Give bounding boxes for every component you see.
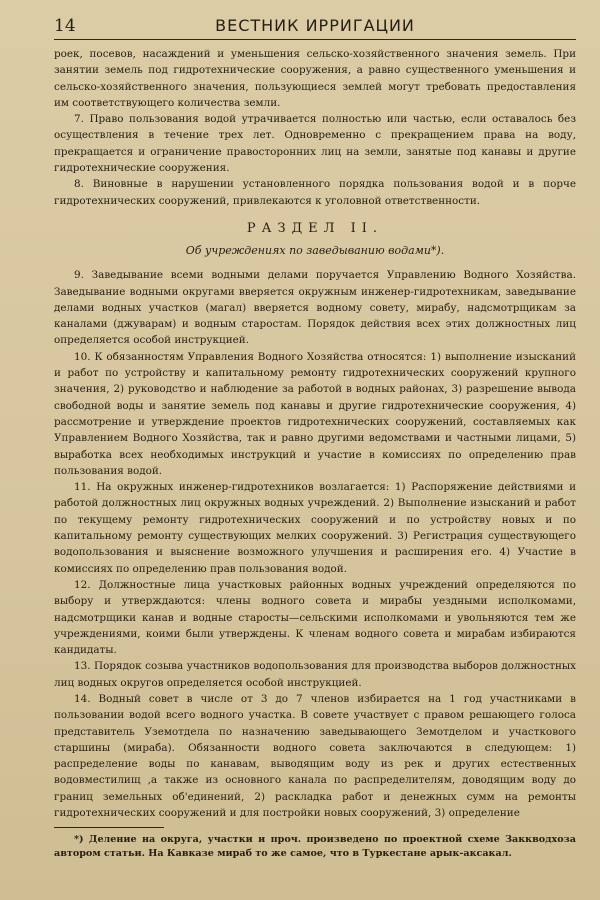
- journal-title: ВЕСТНИК ИРРИГАЦИИ: [215, 16, 415, 35]
- paragraph: 8. Виновные в нарушении установленного порядка пользования водой и в порче гидротехнических сооружений, привлекаются к уголовной ответственности.: [54, 178, 576, 207]
- section-subtitle: Об учреждениях по заведыванию водами*).: [185, 243, 445, 257]
- footnote-divider: [54, 827, 164, 828]
- paragraph: 13. Порядок созыва участников водопользования для производства выборов должностных лиц водных округов определяется особой инструкцией.: [54, 660, 576, 689]
- paragraph: 10. К обязанностям Управления Водного Хозяйства относятся: 1) выполнение изысканий и работ по устройству и капитальному ремонту гидротехнических сооружений крупного значения, 2) руководство и наблюдение за работой в водных районах, 3) разрешение вывода свободной воды и занятие земель под канавы и другие гидротехнические сооружения, 4) рассмотрение и утверждение проектов гидротехнических сооружений, составляемых как Управлением Водного Хозяйства, так и равно другими ведомствами и частными лицами, 5) выработка всех необходимых инструкций и участие в комиссиях по определению прав пользования водой.: [54, 350, 576, 477]
- paragraph: 7. Право пользования водой утрачивается полностью или частью, если оставалось без осуществления в течение трех лет. Одновременно с прекращением права на воду, прекращается и ограничение правосторонних лиц на земли, занятые под канавы и другие гидротехнические сооружения.: [54, 113, 576, 175]
- page-header: [54, 16, 576, 40]
- section-title: РАЗДЕЛ II.: [246, 220, 384, 236]
- paragraph: 14. Водный совет в числе от 3 до 7 членов избирается на 1 год участниками в пользовании водой всего водного участка. В совете участвует с правом решающего голоса представитель Уземотдела по назначению заведывающего Земотделом и участкового старшины (мираба). Обязанности водного совета заключаются в следующем: 1) распределение воды по канавам, выводящим воду из рек и других естественных водовместилищ ,а также из основного канала по распределителям, доводящим воду до границ земельных об'единений, 2) раскладка работ и денежных сумм на ремонты гидротехнических сооружений и для постройки новых сооружений, 3) определение: [54, 692, 576, 820]
- page-number: 14: [54, 16, 76, 36]
- paragraph: роек, посевов, насаждений и уменьшения сельско-хозяйственного значения земель. При занятии земель под гидротехнические сооружения, а равно существенного уменьшения и сельско-хозяйственного значения, пользующиеся землей могут требовать предоставления им соответствующего количества земли.: [54, 48, 576, 109]
- footnote: *) Деление на округа, участки и проч. произведено по проектной схеме Заккводхоза автором статьи. На Кавказе мираб то же самое, что в Туркестане арык-аксакал.: [54, 834, 576, 860]
- paragraph: 9. Заведывание всеми водными делами поручается Управлению Водного Хозяйства. Заведывание водными округами вверяется окружным инженер-гидротехникам, заведывание делами водных участков (магал) вверяется водному совету, мирабу, надсмотрщикам за каналами (джуварам) и водным старостам. Порядок действия всех этих должностных лиц определяется особой инструкцией.: [54, 269, 576, 347]
- paragraph: 11. На окружных инженер-гидротехников возлагается: 1) Распоряжение действиями и работой должностных лиц окружных водных учреждений. 2) Выполнение изысканий и работ по текущему ремонту гидротехнических сооружений и по устройству новых и по капитальному ремонту существующих мелких сооружений. 3) Регистрация существующего водопользования и выяснение возможного улучшения и расширения его. 4) Участие в комиссиях по определению прав пользования водой.: [54, 481, 576, 575]
- paragraph: 12. Должностные лица участковых районных водных учреждений определяются по выбору и утверждаются: члены водного совета и мирабы уездными исполкомами, надсмотрщики канав и водные старосты—сельскими исполкомами и увольняются тем же учреждениями, коими были утверждены. К членам водного совета и мирабам избираются кандидаты.: [54, 578, 576, 657]
